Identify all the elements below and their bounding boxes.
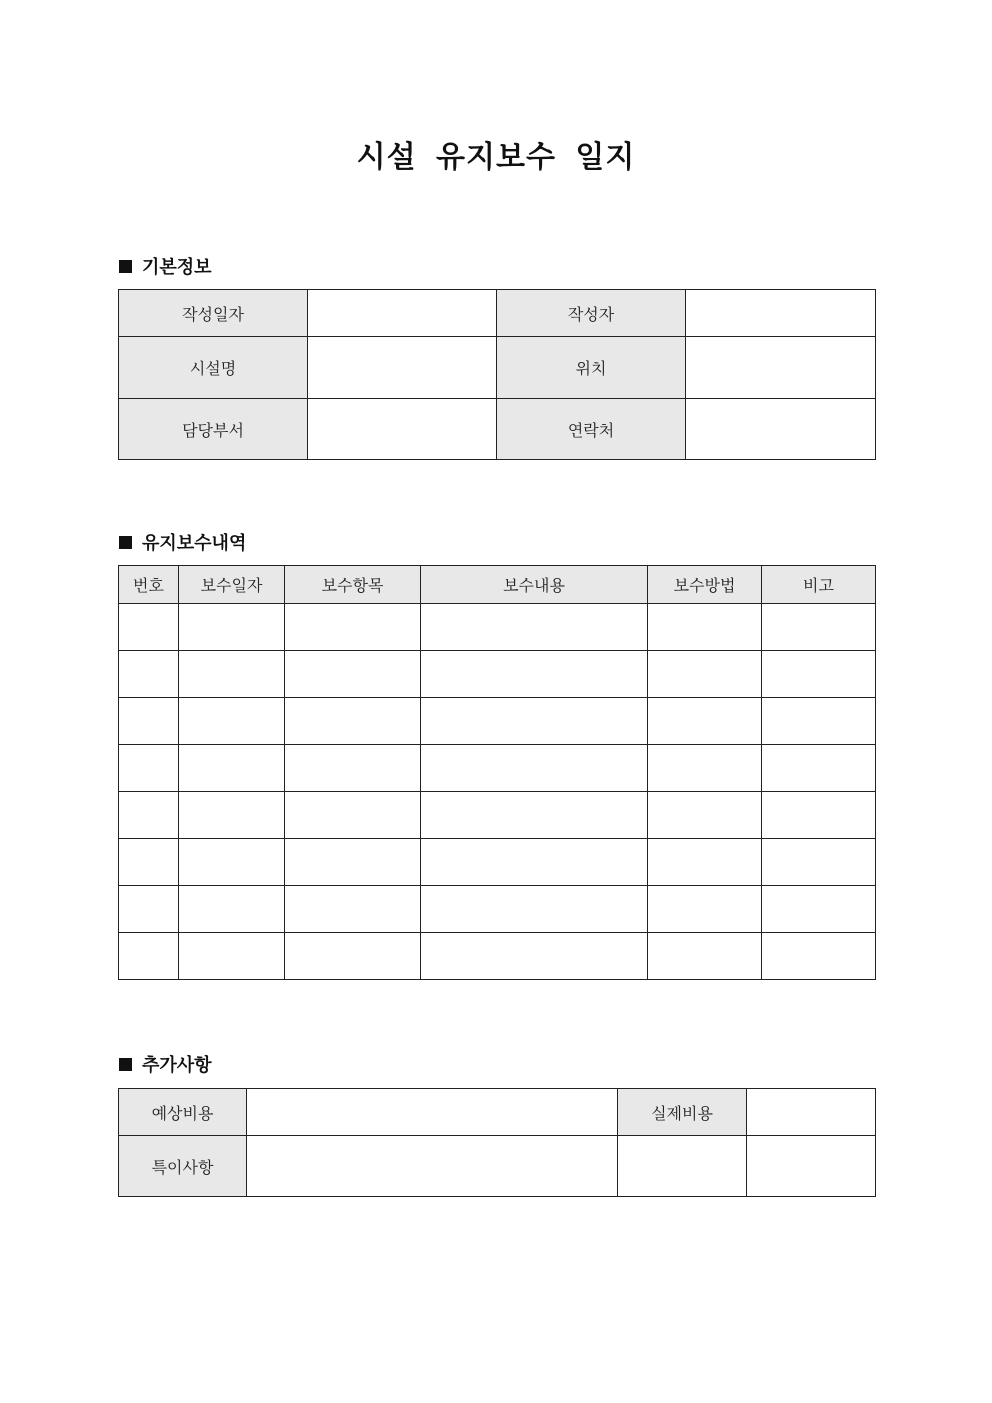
table-cell[interactable]	[285, 651, 421, 698]
table-cell[interactable]	[762, 698, 876, 745]
section-heading-label: 기본정보	[142, 257, 212, 278]
notes-label: 특이사항	[119, 1136, 247, 1197]
field-value[interactable]	[686, 290, 876, 337]
table-row	[119, 1089, 876, 1136]
field-value[interactable]	[308, 399, 497, 460]
table-cell[interactable]	[421, 698, 648, 745]
section-heading-basic-info	[119, 253, 212, 279]
table-cell[interactable]	[648, 604, 762, 651]
section-heading-label: 추가사항	[142, 1055, 212, 1076]
table-cell[interactable]	[648, 745, 762, 792]
section-heading-maintenance-log	[119, 529, 246, 555]
table-cell[interactable]	[421, 792, 648, 839]
table-cell[interactable]	[119, 839, 179, 886]
table-cell[interactable]	[421, 839, 648, 886]
table-cell[interactable]	[119, 604, 179, 651]
field-label: 시설명	[119, 337, 308, 399]
table-cell[interactable]	[421, 933, 648, 980]
table-cell[interactable]	[648, 886, 762, 933]
field-label: 연락처	[497, 399, 686, 460]
column-header: 보수항목	[285, 566, 421, 604]
table-cell[interactable]	[648, 792, 762, 839]
table-cell[interactable]	[762, 886, 876, 933]
table-cell[interactable]	[648, 933, 762, 980]
notes-extra-cell[interactable]	[618, 1136, 747, 1197]
actual-cost-field[interactable]	[747, 1089, 876, 1136]
table-cell[interactable]	[285, 604, 421, 651]
table-row	[119, 1136, 876, 1197]
field-label: 담당부서	[119, 399, 308, 460]
table-row	[119, 698, 876, 745]
table-cell[interactable]	[119, 933, 179, 980]
table-cell[interactable]	[762, 792, 876, 839]
table-row	[119, 399, 876, 460]
table-cell[interactable]	[285, 886, 421, 933]
table-cell[interactable]	[179, 792, 285, 839]
table-cell[interactable]	[648, 651, 762, 698]
table-cell[interactable]	[285, 933, 421, 980]
table-cell[interactable]	[179, 886, 285, 933]
table-cell[interactable]	[762, 745, 876, 792]
estimated-cost-field[interactable]	[247, 1089, 618, 1136]
table-cell[interactable]	[119, 886, 179, 933]
notes-extra-cell[interactable]	[747, 1136, 876, 1197]
table-row	[119, 886, 876, 933]
notes-field[interactable]	[247, 1136, 618, 1197]
table-row	[119, 337, 876, 399]
square-bullet-icon	[119, 536, 132, 549]
table-cell[interactable]	[648, 698, 762, 745]
table-cell[interactable]	[421, 604, 648, 651]
table-cell[interactable]	[762, 839, 876, 886]
square-bullet-icon	[119, 260, 132, 273]
field-value[interactable]	[308, 337, 497, 399]
table-row	[119, 792, 876, 839]
column-header: 번호	[119, 566, 179, 604]
column-header: 보수내용	[421, 566, 648, 604]
column-header: 보수일자	[179, 566, 285, 604]
maintenance-log-table	[118, 565, 876, 980]
table-cell[interactable]	[179, 651, 285, 698]
table-cell[interactable]	[179, 839, 285, 886]
column-header: 비고	[762, 566, 876, 604]
table-cell[interactable]	[421, 651, 648, 698]
square-bullet-icon	[119, 1058, 132, 1071]
table-row	[119, 745, 876, 792]
table-row	[119, 933, 876, 980]
table-row	[119, 651, 876, 698]
table-cell[interactable]	[762, 933, 876, 980]
table-row	[119, 839, 876, 886]
table-cell[interactable]	[179, 933, 285, 980]
basic-info-table	[118, 289, 876, 460]
table-cell[interactable]	[762, 604, 876, 651]
table-cell[interactable]	[285, 839, 421, 886]
table-cell[interactable]	[179, 745, 285, 792]
estimated-cost-label: 예상비용	[119, 1089, 247, 1136]
table-cell[interactable]	[421, 745, 648, 792]
table-header-row	[119, 566, 876, 604]
table-cell[interactable]	[285, 698, 421, 745]
section-heading-additional	[119, 1051, 212, 1077]
column-header: 보수방법	[648, 566, 762, 604]
table-cell[interactable]	[119, 698, 179, 745]
table-cell[interactable]	[285, 745, 421, 792]
table-cell[interactable]	[285, 792, 421, 839]
field-value[interactable]	[686, 399, 876, 460]
field-value[interactable]	[308, 290, 497, 337]
document-title: 시설 유지보수 일지	[356, 140, 636, 175]
table-row	[119, 290, 876, 337]
table-cell[interactable]	[119, 792, 179, 839]
field-label: 작성일자	[119, 290, 308, 337]
table-cell[interactable]	[648, 839, 762, 886]
actual-cost-label: 실제비용	[618, 1089, 747, 1136]
field-label: 작성자	[497, 290, 686, 337]
table-cell[interactable]	[119, 745, 179, 792]
table-cell[interactable]	[179, 698, 285, 745]
field-value[interactable]	[686, 337, 876, 399]
section-heading-label: 유지보수내역	[142, 533, 247, 554]
additional-info-table	[118, 1088, 876, 1197]
table-cell[interactable]	[179, 604, 285, 651]
field-label: 위치	[497, 337, 686, 399]
table-cell[interactable]	[762, 651, 876, 698]
table-cell[interactable]	[421, 886, 648, 933]
table-row	[119, 604, 876, 651]
table-cell[interactable]	[119, 651, 179, 698]
